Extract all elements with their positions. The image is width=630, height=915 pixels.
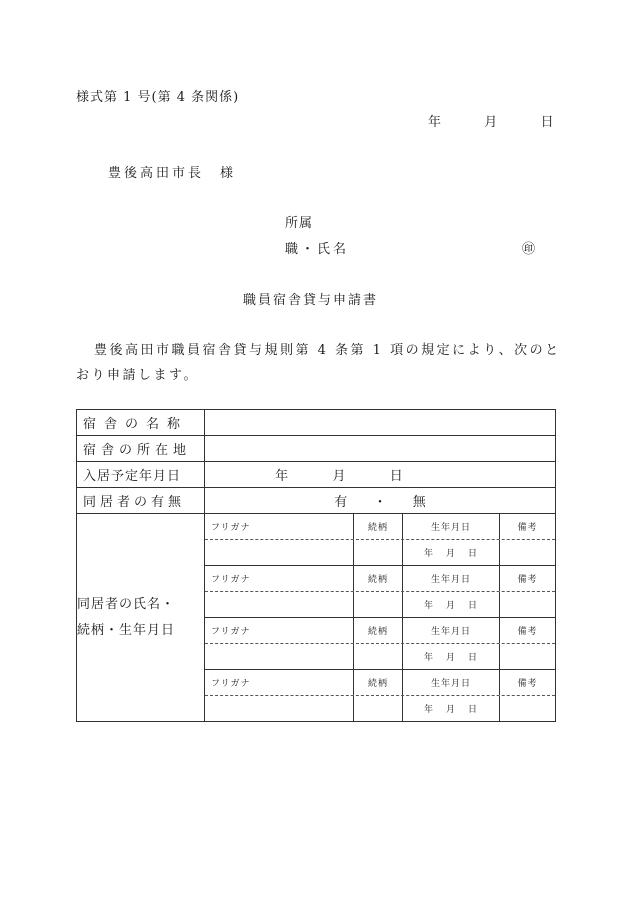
birth-month: 月 <box>445 601 456 611</box>
birth-month: 月 <box>445 705 456 715</box>
move-in-day: 日 <box>389 469 403 484</box>
birth-day: 日 <box>468 601 479 611</box>
cohabitant-3-name-field[interactable] <box>205 644 354 669</box>
cohabitant-4-notes-label: 備考 <box>517 679 538 689</box>
seal-mark: ㊞ <box>522 242 537 257</box>
cohabitant-3-notes-field[interactable] <box>500 644 555 669</box>
cohabitant-detail-grid <box>205 514 556 722</box>
date-day: 日 <box>540 115 555 130</box>
cohabitant-1-header-row <box>205 514 555 540</box>
birth-year: 年 <box>423 653 434 663</box>
cohabitant-1-birth-field[interactable] <box>403 540 500 565</box>
cohabitant-4-furigana-label: フリガナ <box>205 670 354 695</box>
birth-year: 年 <box>423 705 434 715</box>
cohabitant-4-birth-label: 生年月日 <box>403 670 500 695</box>
cohabitant-1-notes-label: 備考 <box>517 523 538 533</box>
cohabitant-3-value-row <box>205 644 555 670</box>
cohabitant-4-name-field[interactable] <box>205 696 354 721</box>
table-row <box>77 436 556 462</box>
cohabitant-1-furigana-label: フリガナ <box>205 514 354 539</box>
move-in-month: 月 <box>332 469 346 484</box>
cohabitant-2-notes-field[interactable] <box>500 592 555 617</box>
cohabitant-1-notes-field[interactable] <box>500 540 555 565</box>
table-row <box>77 410 556 436</box>
cohabitant-1-value-row <box>205 540 555 566</box>
birth-day: 日 <box>468 653 479 663</box>
birth-month: 月 <box>445 653 456 663</box>
dormitory-address-field[interactable] <box>205 436 556 462</box>
cohabitant-1-birth-label: 生年月日 <box>403 514 500 539</box>
cohabitant-3-notes-label: 備考 <box>517 627 538 637</box>
cohabitant-2-value-row <box>205 592 555 618</box>
affiliation-label: 所属 <box>285 216 314 231</box>
cohabitant-detail-label-line-1: 同居者の氏名・ <box>77 596 176 612</box>
birth-month: 月 <box>445 549 456 559</box>
document-title: 職員宿舎貸与申請書 <box>243 293 379 308</box>
cohabitant-3-birth-label: 生年月日 <box>403 618 500 643</box>
move-in-date-label: 入居予定年月日 <box>77 462 205 488</box>
cohabitant-1-relation-field[interactable] <box>354 540 403 565</box>
table-row <box>77 514 556 722</box>
body-text-line-2: おり申請します。 <box>76 368 199 383</box>
cohabitant-4-value-row <box>205 696 555 721</box>
cohabitant-3-furigana-label: フリガナ <box>205 618 354 643</box>
cohabitant-2-relation-label: 続柄 <box>354 566 403 591</box>
birth-year: 年 <box>423 601 434 611</box>
cohabitant-4-header-row <box>205 670 555 696</box>
cohabitant-detail-label <box>77 514 205 722</box>
cohabitant-3-birth-field[interactable] <box>403 644 500 669</box>
form-number: 様式第 1 号(第 4 条関係) <box>76 90 240 105</box>
cohabitant-flag-field[interactable] <box>205 488 556 514</box>
cohabitant-2-relation-field[interactable] <box>354 592 403 617</box>
cohabitant-detail-label-line-2: 続柄・生年月日 <box>77 622 176 638</box>
cohabitant-4-notes-field[interactable] <box>500 696 555 721</box>
dormitory-name-field[interactable] <box>205 410 556 436</box>
cohabitant-3-header-row <box>205 618 555 644</box>
addressee: 豊後高田市長 様 <box>108 166 237 181</box>
cohabitant-4-relation-label: 続柄 <box>354 670 403 695</box>
cohabitant-2-header-row <box>205 566 555 592</box>
cohabitant-2-furigana-label: フリガナ <box>205 566 354 591</box>
cohabitant-dot: ・ <box>373 495 387 510</box>
cohabitant-2-name-field[interactable] <box>205 592 354 617</box>
cohabitant-3-relation-field[interactable] <box>354 644 403 669</box>
cohabitant-2-birth-field[interactable] <box>403 592 500 617</box>
date-line <box>428 111 555 130</box>
cohabitant-2-birth-label: 生年月日 <box>403 566 500 591</box>
date-month: 月 <box>484 115 499 130</box>
dormitory-address-label: 宿舎の所在地 <box>77 436 205 462</box>
application-table <box>76 409 556 722</box>
birth-day: 日 <box>468 549 479 559</box>
cohabitant-1-name-field[interactable] <box>205 540 354 565</box>
birth-day: 日 <box>468 705 479 715</box>
cohabitant-no[interactable]: 無 <box>412 495 426 510</box>
dormitory-name-label: 宿舎の名称 <box>77 410 205 436</box>
cohabitant-yes[interactable]: 有 <box>334 495 348 510</box>
cohabitant-2-notes-label: 備考 <box>517 575 538 585</box>
body-text-line-1: 豊後高田市職員宿舎貸与規則第 4 条第 1 項の規定により、次のと <box>94 343 561 358</box>
table-row <box>77 462 556 488</box>
move-in-date-field[interactable] <box>205 462 556 488</box>
name-label: 職・氏名 <box>285 242 350 257</box>
cohabitant-4-relation-field[interactable] <box>354 696 403 721</box>
birth-year: 年 <box>423 549 434 559</box>
cohabitant-3-relation-label: 続柄 <box>354 618 403 643</box>
table-row <box>77 488 556 514</box>
cohabitant-4-birth-field[interactable] <box>403 696 500 721</box>
move-in-year: 年 <box>275 469 289 484</box>
cohabitant-1-relation-label: 続柄 <box>354 514 403 539</box>
date-year: 年 <box>428 115 443 130</box>
cohabitant-flag-label: 同居者の有無 <box>77 488 205 514</box>
